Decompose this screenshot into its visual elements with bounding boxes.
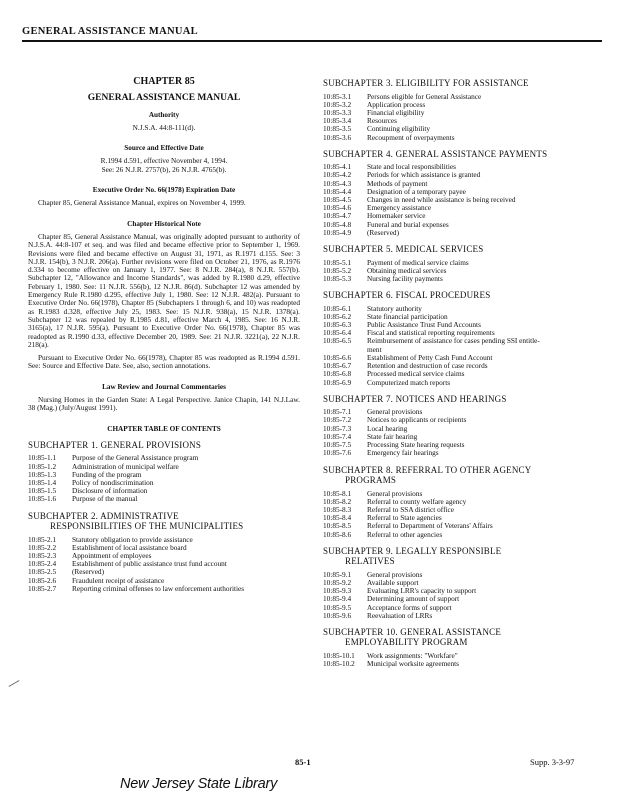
section-title: Administration of municipal welfare — [72, 461, 179, 471]
section-title: Retention and destruction of case records — [367, 361, 488, 371]
toc-section-row — [323, 204, 593, 212]
section-number: 10:85-6.2 — [323, 311, 352, 321]
section-number: 10:85-10.1 — [323, 650, 355, 660]
law-review-heading: Law Review and Journal Commentaries — [102, 382, 226, 391]
section-number: 10:85-9.1 — [323, 569, 352, 579]
toc-section-row — [323, 498, 593, 506]
section-number: 10:85-4.6 — [323, 203, 352, 213]
page-number: 85-1 — [295, 757, 311, 767]
section-number: 10:85-3.4 — [323, 116, 352, 126]
section-title: Fiscal and statistical reporting requirements — [367, 328, 495, 338]
section-title: Fraudulent receipt of assistance — [72, 575, 165, 585]
toc-section-row — [323, 259, 593, 267]
section-title: Nursing facility payments — [367, 273, 443, 283]
toc-section-row — [323, 229, 593, 237]
section-number: 10:85-3.1 — [323, 91, 352, 101]
section-title: Processing State hearing requests — [367, 440, 465, 450]
toc-heading: CHAPTER TABLE OF CONTENTS — [107, 424, 221, 433]
margin-mark — [9, 680, 20, 687]
subchapter-title: SUBCHAPTER 3. ELIGIBILITY FOR ASSISTANCE — [323, 78, 529, 88]
section-number: 10:85-2.1 — [28, 534, 57, 544]
section-number: 10:85-7.3 — [323, 423, 352, 433]
toc-section-row — [323, 612, 593, 620]
toc-section-row — [323, 221, 593, 229]
toc-section-row — [323, 522, 593, 530]
toc-section-row — [323, 93, 593, 101]
section-number: 10:85-5.3 — [323, 273, 352, 283]
toc-section-row — [28, 463, 300, 471]
section-number: 10:85-1.2 — [28, 461, 57, 471]
section-number: 10:85-2.5 — [28, 567, 57, 577]
section-number: 10:85-6.7 — [323, 361, 352, 371]
subchapter-title: SUBCHAPTER 8. REFERRAL TO OTHER AGENCY — [323, 464, 532, 475]
section-title: Application process — [367, 99, 426, 109]
subchapter-heading — [323, 627, 593, 648]
section-number: 10:85-3.6 — [323, 132, 352, 142]
subchapter-title-continued: RELATIVES — [345, 556, 395, 567]
section-number: 10:85-4.9 — [323, 227, 352, 237]
subchapter-title: SUBCHAPTER 2. ADMINISTRATIVE — [28, 510, 179, 521]
section-title: Emergency fair hearings — [367, 448, 439, 458]
subchapter-heading — [28, 511, 300, 532]
subchapter-title: SUBCHAPTER 7. NOTICES AND HEARINGS — [323, 393, 507, 404]
left-table-of-contents — [28, 440, 300, 593]
toc-section-row — [323, 267, 593, 275]
section-title: Referral to other agencies — [367, 529, 443, 539]
section-title: Purpose of the General Assistance program — [72, 453, 199, 463]
section-title: Funding of the program — [72, 469, 142, 479]
left-column — [28, 78, 300, 593]
section-number: 10:85-9.5 — [323, 602, 352, 612]
toc-section-row — [28, 544, 300, 552]
toc-section-row — [28, 479, 300, 487]
toc-section-row — [323, 604, 593, 612]
authority-text: N.J.S.A. 44:8-111(d). — [132, 122, 196, 132]
toc-section-row — [28, 560, 300, 568]
toc-section-row — [323, 125, 593, 133]
toc-section-row — [323, 171, 593, 179]
subchapter-title: SUBCHAPTER 9. LEGALLY RESPONSIBLE — [323, 545, 502, 556]
section-number: 10:85-2.3 — [28, 551, 57, 561]
chapter-number: CHAPTER 85 — [133, 76, 195, 87]
section-number: 10:85-1.5 — [28, 486, 57, 496]
toc-section-row — [323, 571, 593, 579]
toc-section-row — [323, 275, 593, 283]
section-number: 10:85-6.1 — [323, 303, 352, 313]
subchapter-title: SUBCHAPTER 4. GENERAL ASSISTANCE PAYMENTS — [323, 148, 548, 159]
section-title: Establishment of public assistance trust fund account — [72, 559, 227, 569]
section-number: 10:85-8.5 — [323, 521, 352, 531]
section-number: 10:85-7.1 — [323, 407, 352, 417]
section-title: Evaluating LRR's capacity to support — [367, 586, 477, 596]
section-number: 10:85-1.1 — [28, 453, 57, 463]
section-number: 10:85-3.5 — [323, 124, 352, 134]
toc-section-row — [323, 531, 593, 539]
toc-section-row — [28, 495, 300, 503]
section-title: State financial participation — [367, 311, 448, 321]
toc-section-row — [323, 196, 593, 204]
section-title: (Reserved) — [72, 567, 105, 577]
executive-order-text: Chapter 85, General Assistance Manual, expires on November 4, 1999. — [38, 198, 246, 208]
section-number: 10:85-2.2 — [28, 542, 57, 552]
section-title: Payment of medical service claims — [367, 257, 469, 267]
subchapter-title-continued: PROGRAMS — [345, 475, 397, 485]
section-title: Recoupment of overpayments — [367, 132, 455, 142]
subchapter-title: SUBCHAPTER 5. MEDICAL SERVICES — [323, 244, 484, 255]
section-number: 10:85-4.7 — [323, 211, 352, 221]
section-number: 10:85-8.2 — [323, 496, 352, 506]
section-number: 10:85-7.2 — [323, 415, 352, 425]
toc-section-row — [28, 568, 300, 576]
section-title: Reimbursement of assistance for cases pending SSI entitle- — [367, 336, 540, 346]
toc-section-row — [323, 109, 593, 117]
supplement-date: Supp. 3-3-97 — [530, 757, 575, 767]
section-number: 10:85-7.4 — [323, 431, 352, 441]
section-title: Work assignments: "Workfare" — [367, 650, 458, 660]
toc-section-row — [323, 441, 593, 449]
toc-section-row — [323, 337, 593, 345]
toc-section-row — [323, 101, 593, 109]
executive-order-heading: Executive Order No. 66(1978) Expiration Date — [92, 186, 236, 195]
toc-section-row — [323, 416, 593, 424]
section-title: Acceptance forms of support — [367, 602, 452, 612]
section-title: Policy of nondiscrimination — [72, 478, 154, 488]
section-number: 10:85-6.4 — [323, 328, 352, 338]
section-title: State and local responsibilities — [367, 162, 456, 172]
toc-section-row — [323, 370, 593, 378]
section-number: 10:85-8.1 — [323, 488, 352, 498]
section-number: 10:85-2.7 — [28, 583, 57, 593]
section-title: Continuing eligibility — [367, 124, 431, 134]
toc-section-row — [323, 449, 593, 457]
section-title: General provisions — [367, 569, 423, 579]
section-title-continued: ment — [367, 344, 382, 354]
section-title: Referral to SSA district office — [367, 504, 455, 514]
toc-section-row — [28, 471, 300, 479]
section-number: 10:85-4.8 — [323, 219, 352, 229]
section-title: Resources — [367, 116, 397, 126]
section-title: Establishment of local assistance board — [72, 542, 187, 552]
right-table-of-contents — [323, 78, 593, 668]
section-number: 10:85-3.2 — [323, 99, 352, 109]
toc-section-row — [323, 595, 593, 603]
section-title: Purpose of the manual — [72, 494, 138, 504]
section-title: Obtaining medical services — [367, 265, 447, 275]
section-title: Processed medical service claims — [367, 369, 465, 379]
subchapter-heading — [323, 465, 593, 486]
section-title: Disclosure of information — [72, 486, 148, 496]
law-review-text: Nursing Homes in the Garden State: A Legal Perspective. Janice Chapin, 141 N.J.Law. 38 (Mag.) (July/August 1991). — [28, 395, 300, 413]
section-number: 10:85-7.6 — [323, 448, 352, 458]
section-title: Municipal worksite agreements — [367, 659, 459, 669]
section-number: 10:85-5.1 — [323, 257, 352, 267]
section-title: Referral to county welfare agency — [367, 496, 467, 506]
historical-note-paragraph: Chapter 85, General Assistance Manual, was originally adopted pursuant to authority of N.J.S.A. 44:8-107 et seq. and was filed and became effective prior to September 1, 1969. Revisions were filed and became effective on August 31, 1971, as R.1971 d.155. See: 3 N.J.R. 154(b), 3 N.J.R. 206(a). Further revisions were filed on October 21, 1976, as R.1976 d.334 to become effective on January 1, 1977. See: 8 N.J.R. 284(a), 8 N.J.R. 557(b). Subchapter 12, "Allowance and Income Standards", was added by R.1980 d.29, effective February 1, 1980. See: 11 N.J.R. 556(b), 12 N.J.R. 86(d). Subchapter 12 was amended by Emergency Rule R.1980 d.295, effective July 1, 1980. See: 12 N.J.R. 482(a). Pursuant to Executive Order No. 66(1978), Chapter 85 (Subchapters 1 through 6, and 10) was readopted as R.1983 d.328, effective July 25, 1983. See: 15 N.J.R. 938(a), 15 N.J.R. 1378(a). Subchapter 12 was repealed by R.1985 d.81, effective March 4, 1985. See: 16 N.J.R. 3165(a), 17 N.J.R. 595(a). Pursuant to Executive Order No. 66(1978), Chapter 85 was readopted as R.1990 d.33, effective December 20, 1989. See: 21 N.J.R. 3221(a), 22 N.J.R. 218(a). — [28, 231, 300, 349]
subchapter-title-continued: RESPONSIBILITIES OF THE MUNICIPALITIES — [50, 521, 244, 532]
toc-section-row — [323, 506, 593, 514]
section-title: Statutory obligation to provide assistance — [72, 534, 193, 544]
section-number: 10:85-1.6 — [28, 494, 57, 504]
section-title: Establishment of Petty Cash Fund Account — [367, 352, 493, 362]
subchapter-title: SUBCHAPTER 10. GENERAL ASSISTANCE — [323, 626, 502, 637]
toc-section-row — [323, 134, 593, 142]
section-title: Referral to Department of Veterans' Affairs — [367, 521, 493, 531]
historical-note-paragraph: Pursuant to Executive Order No. 66(1978), Chapter 85 was readopted as R.1994 d.591. See: Source and Effective Date. See, also, section annotations. — [28, 353, 300, 371]
toc-section-row — [28, 585, 300, 593]
section-number: 10:85-4.2 — [323, 170, 352, 180]
toc-section-row — [323, 660, 593, 668]
subchapter-heading — [323, 290, 593, 301]
toc-section-row — [323, 117, 593, 125]
authority-heading: Authority — [148, 110, 180, 119]
section-title: State fair hearing — [367, 431, 418, 441]
source-line: R.1994 d.591, effective November 4, 1994. — [100, 156, 228, 166]
toc-section-row — [323, 425, 593, 433]
section-number: 10:85-8.6 — [323, 529, 352, 539]
section-title: Persons eligible for General Assistance — [367, 91, 482, 101]
section-title: (Reserved) — [367, 227, 400, 237]
section-number: 10:85-2.4 — [28, 559, 57, 569]
section-title: Emergency assistance — [367, 203, 432, 213]
section-title: Available support — [367, 577, 419, 587]
section-title: General provisions — [367, 407, 423, 417]
section-title: Computerized match reports — [367, 377, 451, 387]
source-heading: Source and Effective Date — [124, 144, 204, 153]
section-number: 10:85-4.1 — [323, 162, 352, 172]
section-number: 10:85-1.3 — [28, 469, 57, 479]
section-title: Funeral and burial expenses — [367, 219, 449, 229]
subchapter-title: SUBCHAPTER 6. FISCAL PROCEDURES — [323, 290, 491, 301]
subchapter-heading — [323, 78, 593, 89]
section-title: Public Assistance Trust Fund Accounts — [367, 320, 481, 330]
section-title: Changes in need while assistance is being received — [367, 195, 516, 205]
section-number: 10:85-8.4 — [323, 513, 352, 523]
subchapter-title-continued: EMPLOYABILITY PROGRAM — [345, 637, 468, 648]
subchapter-heading — [323, 546, 593, 567]
section-number: 10:85-1.4 — [28, 478, 57, 488]
chapter-title: GENERAL ASSISTANCE MANUAL — [87, 93, 241, 104]
section-title: Determining amount of support — [367, 594, 460, 604]
section-number: 10:85-10.2 — [323, 659, 355, 669]
section-number: 10:85-4.4 — [323, 186, 352, 196]
right-column — [323, 78, 593, 668]
section-number: 10:85-4.5 — [323, 195, 352, 205]
section-number: 10:85-6.9 — [323, 377, 352, 387]
section-title: Methods of payment — [367, 178, 428, 188]
source-line: See: 26 N.J.R. 2757(b), 26 N.J.R. 4765(b). — [101, 164, 227, 174]
section-title: Notices to applicants or recipients — [367, 415, 467, 425]
section-number: 10:85-9.4 — [323, 594, 352, 604]
section-number: 10:85-9.6 — [323, 610, 352, 620]
section-number: 10:85-9.2 — [323, 577, 352, 587]
section-number: 10:85-7.5 — [323, 440, 352, 450]
subchapter-heading — [28, 440, 300, 451]
section-number: 10:85-6.5 — [323, 336, 352, 346]
subchapter-title: SUBCHAPTER 1. GENERAL PROVISIONS — [28, 439, 202, 450]
section-number: 10:85-9.3 — [323, 586, 352, 596]
section-title: Referral to State agencies — [367, 513, 442, 523]
section-title: Financial eligibility — [367, 107, 425, 117]
section-number: 10:85-8.3 — [323, 504, 352, 514]
subchapter-heading — [323, 394, 593, 405]
section-number: 10:85-4.3 — [323, 178, 352, 188]
section-title: Reporting criminal offenses to law enforcement authorities — [72, 583, 245, 593]
section-number: 10:85-5.2 — [323, 265, 352, 275]
subchapter-heading — [323, 244, 593, 255]
toc-section-row — [323, 212, 593, 220]
section-number: 10:85-2.6 — [28, 575, 57, 585]
section-number: 10:85-6.8 — [323, 369, 352, 379]
running-title: GENERAL ASSISTANCE MANUAL — [22, 26, 198, 37]
section-title: Homemaker service — [367, 211, 426, 221]
section-title: Periods for which assistance is granted — [367, 170, 481, 180]
toc-section-row — [28, 487, 300, 495]
toc-section-row — [323, 305, 593, 313]
section-title: Local hearing — [367, 423, 408, 433]
section-number: 10:85-6.3 — [323, 320, 352, 330]
toc-section-row — [323, 379, 593, 387]
section-title: Appointment of employees — [72, 551, 152, 561]
section-title: General provisions — [367, 488, 423, 498]
library-stamp: New Jersey State Library — [120, 776, 278, 792]
section-title: Designation of a temporary payee — [367, 186, 466, 196]
section-number: 10:85-6.6 — [323, 352, 352, 362]
header-rule — [22, 40, 602, 42]
section-title: Reevaluation of LRRs — [367, 610, 433, 620]
subchapter-heading — [323, 149, 593, 160]
historical-note-heading: Chapter Historical Note — [127, 219, 201, 228]
section-number: 10:85-3.3 — [323, 107, 352, 117]
section-title: Statutory authority — [367, 303, 422, 313]
